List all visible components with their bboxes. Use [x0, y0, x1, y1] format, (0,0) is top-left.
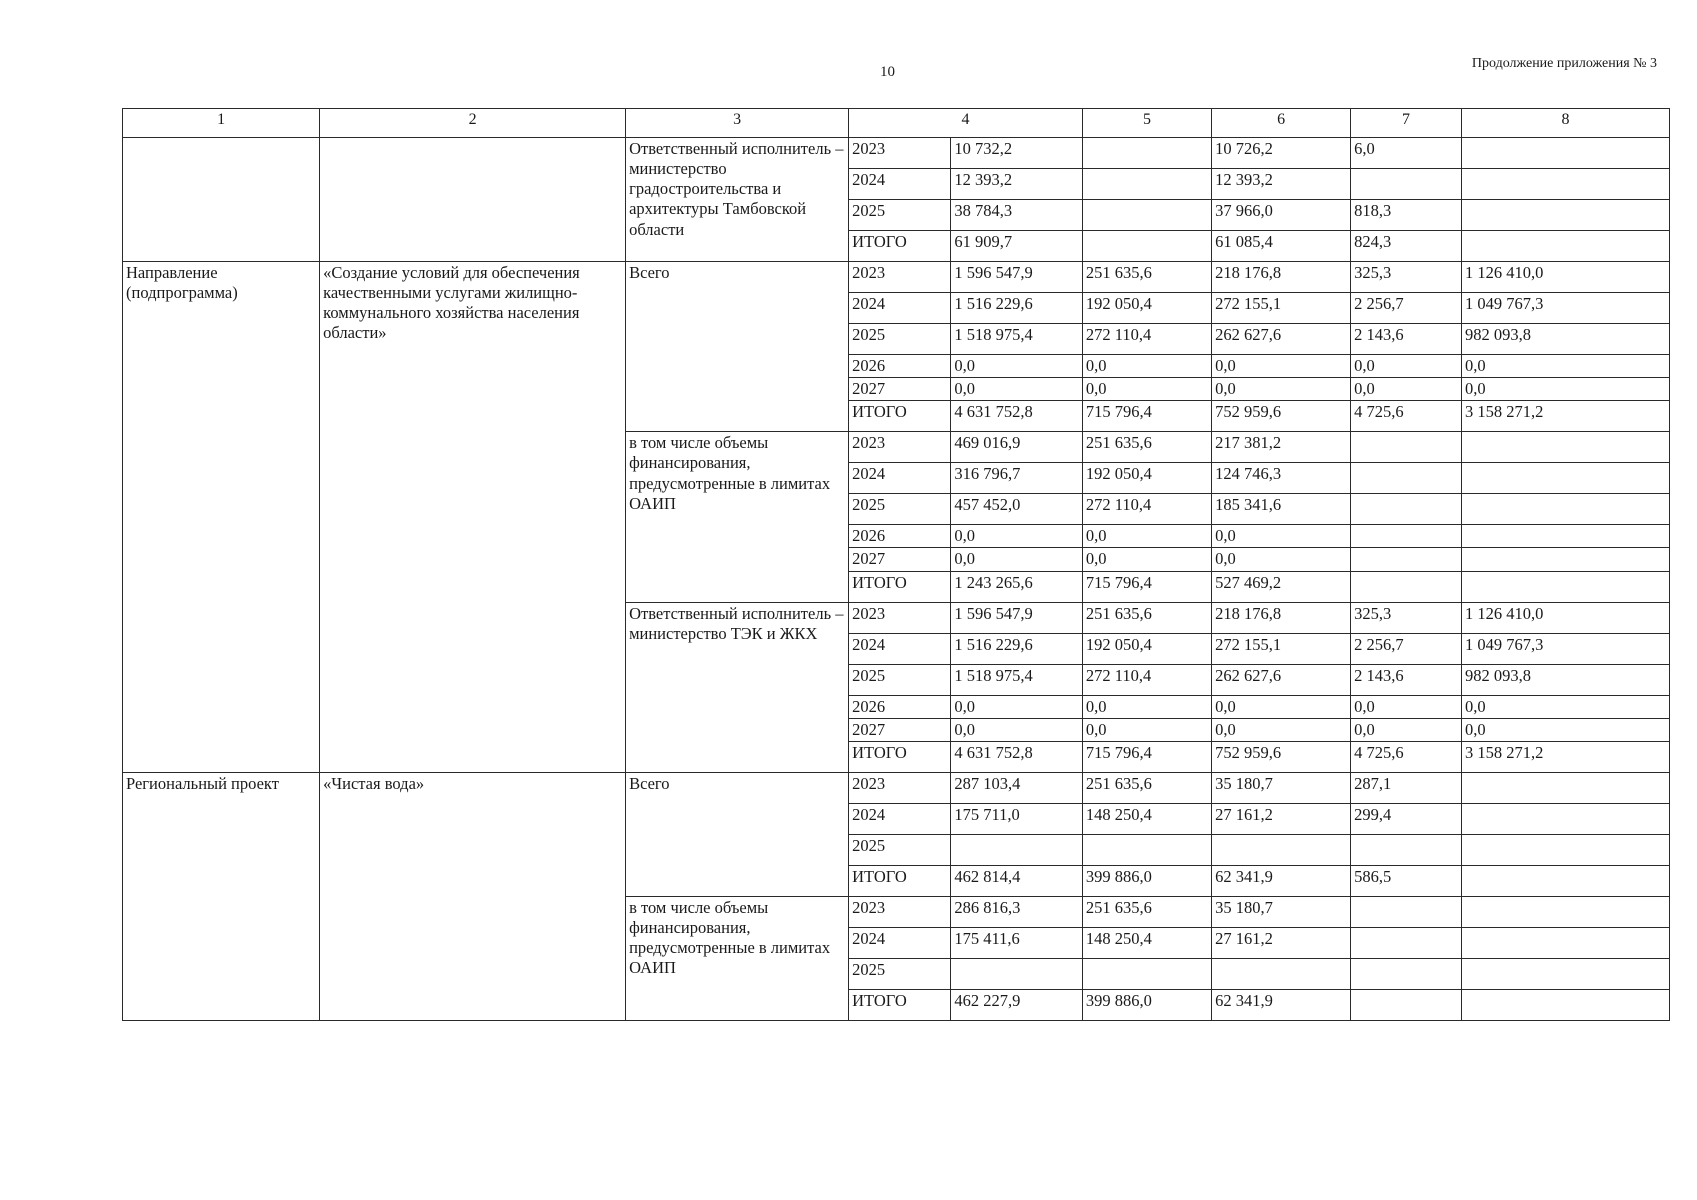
year-cell: 2025 [849, 834, 951, 865]
regional-budget-cell [1212, 958, 1351, 989]
header-cell: 1 [123, 109, 320, 138]
extrabudgetary-cell [1462, 200, 1670, 231]
continuation-label: Продолжение приложения № 3 [1471, 56, 1657, 71]
total-cell: 457 452,0 [951, 494, 1082, 525]
year-cell: 2027 [849, 378, 951, 401]
year-cell: 2025 [849, 324, 951, 355]
federal-budget-cell: 192 050,4 [1082, 463, 1211, 494]
total-cell: 1 516 229,6 [951, 293, 1082, 324]
extrabudgetary-cell [1462, 494, 1670, 525]
federal-budget-cell: 0,0 [1082, 695, 1211, 718]
federal-budget-cell: 399 886,0 [1082, 989, 1211, 1020]
federal-budget-cell: 148 250,4 [1082, 927, 1211, 958]
regional-budget-cell: 262 627,6 [1212, 664, 1351, 695]
group-name-cell: «Создание условий для обеспечения качественными услугами жилищно-коммунального хозяйства населения области» [320, 262, 626, 773]
local-budget-cell [1351, 834, 1462, 865]
total-cell: 38 784,3 [951, 200, 1082, 231]
local-budget-cell: 4 725,6 [1351, 741, 1462, 772]
year-cell: 2025 [849, 200, 951, 231]
year-cell: 2025 [849, 494, 951, 525]
federal-budget-cell [1082, 138, 1211, 169]
extrabudgetary-cell [1462, 432, 1670, 463]
regional-budget-cell: 37 966,0 [1212, 200, 1351, 231]
local-budget-cell: 325,3 [1351, 262, 1462, 293]
local-budget-cell [1351, 463, 1462, 494]
year-cell: 2024 [849, 169, 951, 200]
header-cell: 7 [1351, 109, 1462, 138]
page-number: 10 [880, 64, 895, 80]
group-name-cell: «Чистая вода» [320, 772, 626, 1020]
extrabudgetary-cell [1462, 772, 1670, 803]
regional-budget-cell: 0,0 [1212, 548, 1351, 571]
local-budget-cell: 824,3 [1351, 231, 1462, 262]
regional-budget-cell: 0,0 [1212, 695, 1351, 718]
local-budget-cell: 2 143,6 [1351, 324, 1462, 355]
regional-budget-cell: 752 959,6 [1212, 401, 1351, 432]
group-name-cell [320, 138, 626, 262]
regional-budget-cell: 0,0 [1212, 355, 1351, 378]
total-cell: 1 516 229,6 [951, 633, 1082, 664]
extrabudgetary-cell [1462, 803, 1670, 834]
table-row [123, 772, 1670, 803]
federal-budget-cell: 272 110,4 [1082, 494, 1211, 525]
funding-source-cell: Ответственный исполнитель – министерство градостроительства и архитектуры Тамбовской области [626, 138, 849, 262]
year-cell: 2026 [849, 525, 951, 548]
budget-table [122, 108, 1670, 1021]
funding-source-cell: Всего [626, 772, 849, 896]
total-cell: 12 393,2 [951, 169, 1082, 200]
regional-budget-cell: 218 176,8 [1212, 602, 1351, 633]
extrabudgetary-cell [1462, 834, 1670, 865]
regional-budget-cell: 217 381,2 [1212, 432, 1351, 463]
year-cell: 2024 [849, 463, 951, 494]
extrabudgetary-cell [1462, 463, 1670, 494]
extrabudgetary-cell: 3 158 271,2 [1462, 401, 1670, 432]
table-header-row [123, 109, 1670, 138]
total-cell: 316 796,7 [951, 463, 1082, 494]
local-budget-cell [1351, 432, 1462, 463]
local-budget-cell: 0,0 [1351, 695, 1462, 718]
year-cell: 2027 [849, 548, 951, 571]
regional-budget-cell [1212, 834, 1351, 865]
group-type-cell: Направление (подпрограмма) [123, 262, 320, 773]
extrabudgetary-cell [1462, 525, 1670, 548]
regional-budget-cell: 27 161,2 [1212, 803, 1351, 834]
total-cell: 4 631 752,8 [951, 401, 1082, 432]
federal-budget-cell: 399 886,0 [1082, 865, 1211, 896]
federal-budget-cell: 715 796,4 [1082, 571, 1211, 602]
regional-budget-cell: 35 180,7 [1212, 772, 1351, 803]
total-cell: 61 909,7 [951, 231, 1082, 262]
federal-budget-cell: 0,0 [1082, 548, 1211, 571]
extrabudgetary-cell: 1 049 767,3 [1462, 293, 1670, 324]
extrabudgetary-cell: 0,0 [1462, 355, 1670, 378]
total-cell: 1 518 975,4 [951, 324, 1082, 355]
extrabudgetary-cell [1462, 548, 1670, 571]
regional-budget-cell: 218 176,8 [1212, 262, 1351, 293]
federal-budget-cell: 148 250,4 [1082, 803, 1211, 834]
header-cell: 4 [849, 109, 1083, 138]
local-budget-cell: 2 256,7 [1351, 293, 1462, 324]
year-cell: 2023 [849, 772, 951, 803]
local-budget-cell [1351, 989, 1462, 1020]
regional-budget-cell: 61 085,4 [1212, 231, 1351, 262]
extrabudgetary-cell: 0,0 [1462, 718, 1670, 741]
extrabudgetary-cell [1462, 989, 1670, 1020]
year-cell: 2027 [849, 718, 951, 741]
federal-budget-cell [1082, 169, 1211, 200]
total-cell: 175 711,0 [951, 803, 1082, 834]
federal-budget-cell: 251 635,6 [1082, 772, 1211, 803]
local-budget-cell: 0,0 [1351, 378, 1462, 401]
total-cell: 0,0 [951, 378, 1082, 401]
year-cell: ИТОГО [849, 401, 951, 432]
funding-source-cell: Ответственный исполнитель – министерство ТЭК и ЖКХ [626, 602, 849, 772]
table-row [123, 138, 1670, 169]
federal-budget-cell [1082, 834, 1211, 865]
extrabudgetary-cell: 0,0 [1462, 378, 1670, 401]
federal-budget-cell: 715 796,4 [1082, 741, 1211, 772]
extrabudgetary-cell [1462, 231, 1670, 262]
federal-budget-cell: 272 110,4 [1082, 324, 1211, 355]
federal-budget-cell: 715 796,4 [1082, 401, 1211, 432]
header-cell: 2 [320, 109, 626, 138]
extrabudgetary-cell [1462, 138, 1670, 169]
local-budget-cell: 299,4 [1351, 803, 1462, 834]
local-budget-cell [1351, 548, 1462, 571]
funding-source-cell: Всего [626, 262, 849, 432]
federal-budget-cell: 251 635,6 [1082, 262, 1211, 293]
regional-budget-cell: 0,0 [1212, 525, 1351, 548]
total-cell: 462 814,4 [951, 865, 1082, 896]
table-row [123, 262, 1670, 293]
local-budget-cell [1351, 494, 1462, 525]
regional-budget-cell: 0,0 [1212, 378, 1351, 401]
header-cell: 6 [1212, 109, 1351, 138]
regional-budget-cell: 35 180,7 [1212, 896, 1351, 927]
local-budget-cell: 6,0 [1351, 138, 1462, 169]
total-cell [951, 834, 1082, 865]
regional-budget-cell: 62 341,9 [1212, 989, 1351, 1020]
year-cell: 2023 [849, 896, 951, 927]
total-cell: 286 816,3 [951, 896, 1082, 927]
year-cell: 2025 [849, 664, 951, 695]
regional-budget-cell: 10 726,2 [1212, 138, 1351, 169]
federal-budget-cell: 0,0 [1082, 355, 1211, 378]
extrabudgetary-cell [1462, 958, 1670, 989]
total-cell: 175 411,6 [951, 927, 1082, 958]
year-cell: ИТОГО [849, 865, 951, 896]
year-cell: 2024 [849, 293, 951, 324]
regional-budget-cell: 527 469,2 [1212, 571, 1351, 602]
total-cell: 4 631 752,8 [951, 741, 1082, 772]
year-cell: ИТОГО [849, 231, 951, 262]
extrabudgetary-cell: 3 158 271,2 [1462, 741, 1670, 772]
local-budget-cell: 325,3 [1351, 602, 1462, 633]
regional-budget-cell: 272 155,1 [1212, 633, 1351, 664]
regional-budget-cell: 0,0 [1212, 718, 1351, 741]
total-cell: 0,0 [951, 695, 1082, 718]
local-budget-cell: 586,5 [1351, 865, 1462, 896]
regional-budget-cell: 27 161,2 [1212, 927, 1351, 958]
regional-budget-cell: 272 155,1 [1212, 293, 1351, 324]
year-cell: ИТОГО [849, 741, 951, 772]
total-cell: 469 016,9 [951, 432, 1082, 463]
header-cell: 5 [1082, 109, 1211, 138]
federal-budget-cell: 272 110,4 [1082, 664, 1211, 695]
total-cell: 0,0 [951, 525, 1082, 548]
extrabudgetary-cell [1462, 169, 1670, 200]
local-budget-cell: 4 725,6 [1351, 401, 1462, 432]
year-cell: 2026 [849, 355, 951, 378]
federal-budget-cell: 192 050,4 [1082, 633, 1211, 664]
funding-source-cell: в том числе объемы финансирования, предусмотренные в лимитах ОАИП [626, 432, 849, 602]
extrabudgetary-cell: 1 049 767,3 [1462, 633, 1670, 664]
year-cell: 2026 [849, 695, 951, 718]
local-budget-cell: 287,1 [1351, 772, 1462, 803]
federal-budget-cell: 251 635,6 [1082, 896, 1211, 927]
local-budget-cell: 0,0 [1351, 355, 1462, 378]
total-cell: 1 518 975,4 [951, 664, 1082, 695]
local-budget-cell [1351, 525, 1462, 548]
extrabudgetary-cell [1462, 865, 1670, 896]
local-budget-cell [1351, 571, 1462, 602]
total-cell: 1 596 547,9 [951, 262, 1082, 293]
extrabudgetary-cell [1462, 896, 1670, 927]
year-cell: 2024 [849, 633, 951, 664]
local-budget-cell: 2 256,7 [1351, 633, 1462, 664]
extrabudgetary-cell: 982 093,8 [1462, 324, 1670, 355]
funding-source-cell: в том числе объемы финансирования, предусмотренные в лимитах ОАИП [626, 896, 849, 1020]
year-cell: 2024 [849, 803, 951, 834]
extrabudgetary-cell [1462, 927, 1670, 958]
year-cell: 2023 [849, 262, 951, 293]
regional-budget-cell: 62 341,9 [1212, 865, 1351, 896]
extrabudgetary-cell: 1 126 410,0 [1462, 262, 1670, 293]
extrabudgetary-cell: 1 126 410,0 [1462, 602, 1670, 633]
group-type-cell: Региональный проект [123, 772, 320, 1020]
total-cell: 0,0 [951, 548, 1082, 571]
header-cell: 8 [1462, 109, 1670, 138]
year-cell: ИТОГО [849, 989, 951, 1020]
total-cell: 0,0 [951, 718, 1082, 741]
total-cell [951, 958, 1082, 989]
local-budget-cell [1351, 896, 1462, 927]
total-cell: 1 243 265,6 [951, 571, 1082, 602]
federal-budget-cell [1082, 958, 1211, 989]
total-cell: 287 103,4 [951, 772, 1082, 803]
local-budget-cell: 818,3 [1351, 200, 1462, 231]
year-cell: 2023 [849, 602, 951, 633]
federal-budget-cell [1082, 200, 1211, 231]
extrabudgetary-cell: 0,0 [1462, 695, 1670, 718]
regional-budget-cell: 262 627,6 [1212, 324, 1351, 355]
regional-budget-cell: 185 341,6 [1212, 494, 1351, 525]
year-cell: 2023 [849, 432, 951, 463]
federal-budget-cell [1082, 231, 1211, 262]
federal-budget-cell: 192 050,4 [1082, 293, 1211, 324]
regional-budget-cell: 124 746,3 [1212, 463, 1351, 494]
extrabudgetary-cell [1462, 571, 1670, 602]
year-cell: 2025 [849, 958, 951, 989]
total-cell: 10 732,2 [951, 138, 1082, 169]
federal-budget-cell: 0,0 [1082, 525, 1211, 548]
federal-budget-cell: 251 635,6 [1082, 602, 1211, 633]
local-budget-cell: 2 143,6 [1351, 664, 1462, 695]
local-budget-cell [1351, 958, 1462, 989]
extrabudgetary-cell: 982 093,8 [1462, 664, 1670, 695]
regional-budget-cell: 12 393,2 [1212, 169, 1351, 200]
header-cell: 3 [626, 109, 849, 138]
total-cell: 0,0 [951, 355, 1082, 378]
total-cell: 1 596 547,9 [951, 602, 1082, 633]
local-budget-cell [1351, 927, 1462, 958]
federal-budget-cell: 0,0 [1082, 378, 1211, 401]
federal-budget-cell: 0,0 [1082, 718, 1211, 741]
year-cell: 2024 [849, 927, 951, 958]
local-budget-cell [1351, 169, 1462, 200]
year-cell: ИТОГО [849, 571, 951, 602]
local-budget-cell: 0,0 [1351, 718, 1462, 741]
total-cell: 462 227,9 [951, 989, 1082, 1020]
regional-budget-cell: 752 959,6 [1212, 741, 1351, 772]
group-type-cell [123, 138, 320, 262]
federal-budget-cell: 251 635,6 [1082, 432, 1211, 463]
year-cell: 2023 [849, 138, 951, 169]
